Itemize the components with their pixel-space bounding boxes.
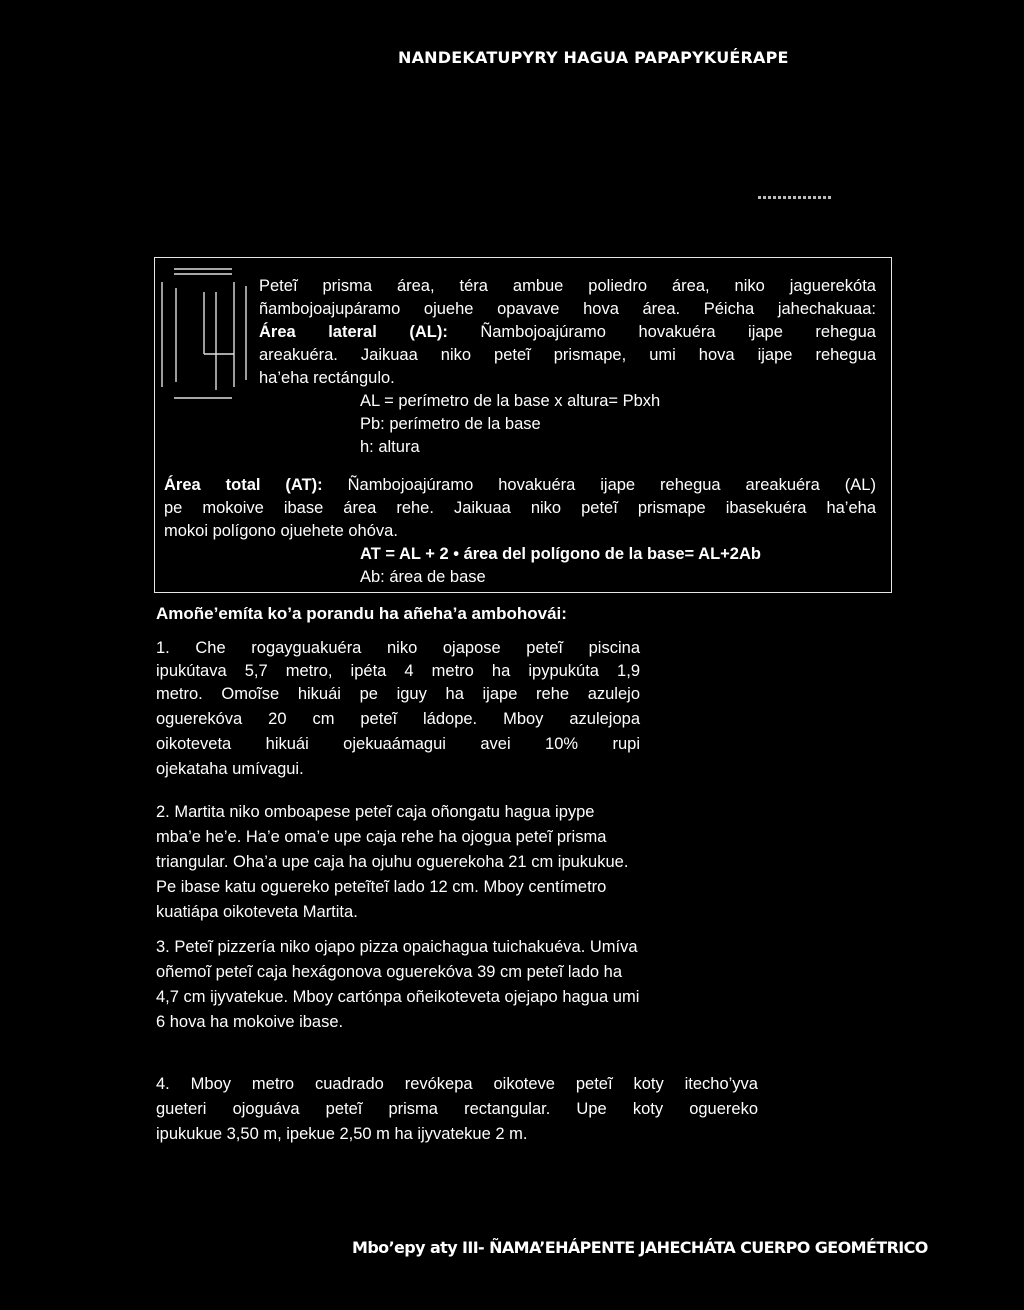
q2-line-5: kuatiápa oikoteveta Martita. — [156, 903, 358, 921]
pb-definition: Pb: perímetro de la base — [360, 415, 541, 433]
q4-line-2: gueteri ojoguáva peteĩ prisma rectangular. Upe koty oguereko — [156, 1100, 758, 1118]
total-line-3: mokoi polígono ojuehete ohóva. — [164, 522, 398, 540]
q2-line-1: 2. Martita niko omboapese peteĩ caja oñongatu hagua ipype — [156, 803, 595, 821]
page-footer: Mbo’epy aty III- ÑAMA’EHÁPENTE JAHECHÁTA CUERPO GEOMÉTRICO — [352, 1238, 928, 1257]
q4-line-3: ipukukue 3,50 m, ipekue 2,50 m ha ijyvatekue 2 m. — [156, 1125, 528, 1143]
page-header: NANDEKATUPYRY HAGUA PAPAPYKUÉRAPE — [398, 48, 789, 67]
lateral-line-3: ha’eha rectángulo. — [259, 369, 395, 387]
total-area-label: Área total (AT): — [164, 476, 323, 494]
exercises-heading: Amoñe’emíta ko’a porandu ha añeha’a ambohovái: — [156, 604, 567, 623]
q3-line-2: oñemoĩ peteĩ caja hexágonova oguerekóva 39 cm peteĩ lado ha — [156, 963, 622, 981]
q1-line-2: ipukútava 5,7 metro, ipéta 4 metro ha ipypukúta 1,9 — [156, 662, 640, 680]
q2-line-4: Pe ibase katu oguereko peteĩteĩ lado 12 cm. Mboy centímetro — [156, 878, 607, 896]
lateral-area-label: Área lateral (AL): — [259, 323, 448, 341]
q1-line-6: ojekataha umívagui. — [156, 760, 304, 778]
lateral-line-2: areakuéra. Jaikuaa niko peteĩ prismape, umi hova ijape rehegua — [259, 346, 876, 364]
formula-lateral-area: AL = perímetro de la base x altura= Pbxh — [360, 392, 661, 410]
q3-line-1: 3. Peteĩ pizzería niko ojapo pizza opaichagua tuichakuéva. Umíva — [156, 938, 638, 956]
q3-line-3: 4,7 cm ijyvatekue. Mboy cartónpa oñeikoteveta ojejapo hagua umi — [156, 988, 640, 1006]
intro-line-1: Peteĩ prisma área, téra ambue poliedro área, niko jaguerekóta — [259, 277, 876, 295]
formula-total-area: AT = AL + 2 • área del polígono de la base= AL+2Ab — [360, 545, 761, 563]
q2-line-3: triangular. Oha’a upe caja ha ojuhu oguerekoha 21 cm ipukukue. — [156, 853, 629, 871]
total-line-2: pe mokoive ibase área rehe. Jaikuaa niko peteĩ prismape ibasekuéra ha’eha — [164, 499, 876, 517]
lateral-area-text: Ñambojoajúramo hovakuéra ijape rehegua — [480, 323, 876, 341]
prism-net-icon — [160, 262, 248, 402]
q2-line-2: mba’e he’e. Ha’e oma’e upe caja rehe ha ojogua peteĩ prisma — [156, 828, 607, 846]
q1-line-1: 1. Che rogayguakuéra niko ojapose peteĩ piscina — [156, 639, 640, 657]
q1-line-3: metro. Omoĩse hikuái pe iguy ha ijape rehe azulejo — [156, 685, 640, 703]
q1-line-4: oguerekóva 20 cm peteĩ ládope. Mboy azulejopa — [156, 710, 640, 728]
total-area-line — [164, 474, 876, 497]
q4-line-1: 4. Mboy metro cuadrado revókepa oikoteve peteĩ koty itecho’yva — [156, 1075, 758, 1093]
header-divider — [758, 196, 832, 199]
total-area-text: Ñambojoajúramo hovakuéra ijape rehegua areakuéra (AL) — [347, 476, 876, 494]
q1-line-5: oikoteveta hikuái ojekuaámagui avei 10% rupi — [156, 735, 640, 753]
ab-definition: Ab: área de base — [360, 568, 486, 586]
q3-line-4: 6 hova ha mokoive ibase. — [156, 1013, 344, 1031]
lateral-area-line — [259, 321, 876, 344]
h-definition: h: altura — [360, 438, 420, 456]
intro-line-2: ñambojoajupáramo ojuehe opavave hova área. Péicha jahechakuaa: — [259, 300, 876, 318]
